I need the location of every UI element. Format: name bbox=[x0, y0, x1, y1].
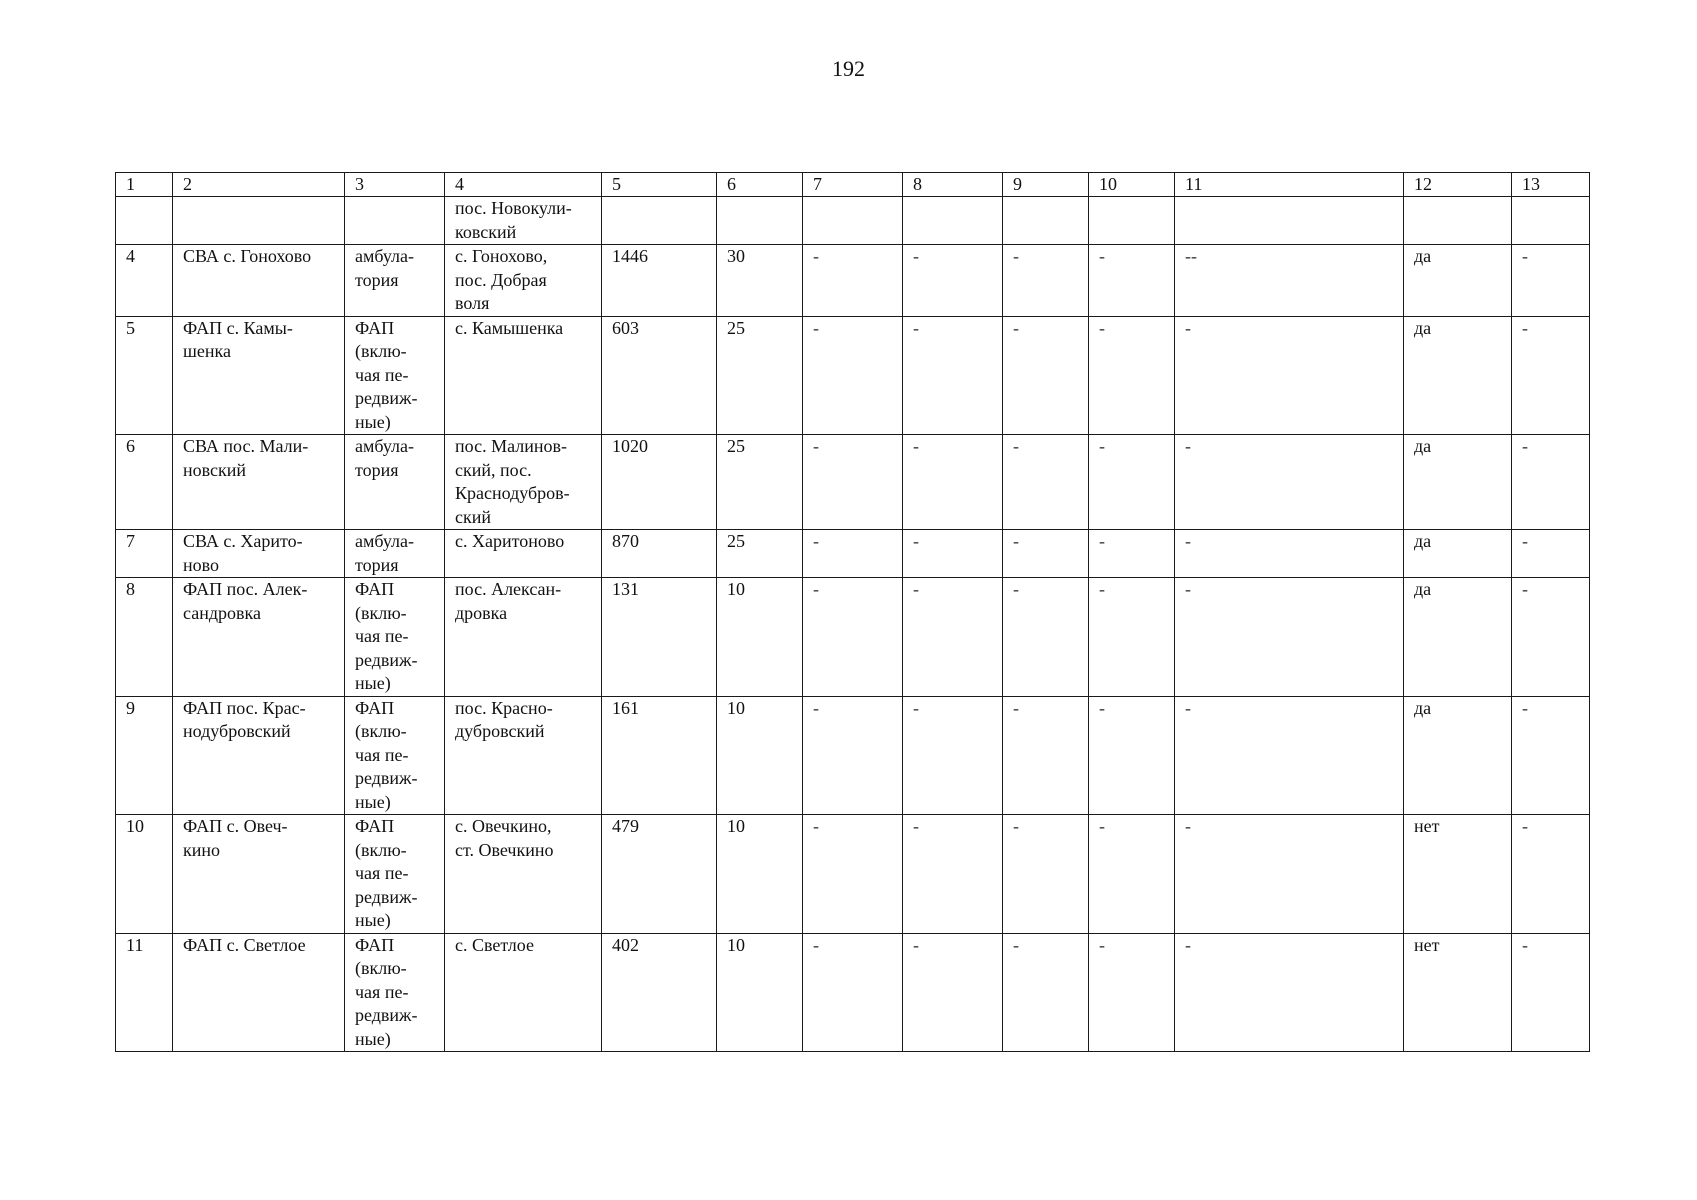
table-row bbox=[116, 578, 1590, 697]
table-cell: амбула- тория bbox=[345, 530, 445, 578]
table-cell: 6 bbox=[116, 435, 173, 530]
table-cell: 10 bbox=[717, 815, 803, 934]
table-cell: ФАП пос. Алек- сандровка bbox=[173, 578, 345, 697]
table-cell: - bbox=[1003, 245, 1089, 317]
table-cell: - bbox=[1089, 933, 1175, 1052]
table-cell: - bbox=[803, 933, 903, 1052]
table-cell: - bbox=[903, 815, 1003, 934]
column-number-header: 4 bbox=[445, 173, 602, 197]
table-cell: - bbox=[1175, 578, 1404, 697]
table-cell: да bbox=[1404, 696, 1512, 815]
table-cell: - bbox=[1512, 696, 1590, 815]
table-cell: нет bbox=[1404, 815, 1512, 934]
table-cell bbox=[903, 197, 1003, 245]
table-cell: - bbox=[1175, 435, 1404, 530]
table-cell: - bbox=[1089, 696, 1175, 815]
table-cell bbox=[717, 197, 803, 245]
table-cell: да bbox=[1404, 316, 1512, 435]
table-cell: СВА с. Гонохово bbox=[173, 245, 345, 317]
table-cell: 402 bbox=[602, 933, 717, 1052]
column-number-header: 1 bbox=[116, 173, 173, 197]
page-number: 192 bbox=[832, 56, 865, 81]
table-cell: 9 bbox=[116, 696, 173, 815]
column-number-header: 7 bbox=[803, 173, 903, 197]
table-cell: - bbox=[803, 696, 903, 815]
table-cell: - bbox=[1089, 435, 1175, 530]
table-cell: ФАП с. Камы- шенка bbox=[173, 316, 345, 435]
table-cell: СВА с. Харито- ново bbox=[173, 530, 345, 578]
table-cell: - bbox=[1089, 815, 1175, 934]
table-cell bbox=[173, 197, 345, 245]
table-cell: - bbox=[1175, 933, 1404, 1052]
table-row bbox=[116, 435, 1590, 530]
column-number-header: 13 bbox=[1512, 173, 1590, 197]
table-cell: - bbox=[1003, 316, 1089, 435]
column-number-header: 8 bbox=[903, 173, 1003, 197]
table-cell: амбула- тория bbox=[345, 245, 445, 317]
table-cell: - bbox=[1512, 530, 1590, 578]
table-cell bbox=[1003, 197, 1089, 245]
table-cell: с. Харитоново bbox=[445, 530, 602, 578]
table-header-row bbox=[116, 173, 1590, 197]
table-cell: 10 bbox=[717, 933, 803, 1052]
table-cell: 161 bbox=[602, 696, 717, 815]
table-cell: с. Овечкино, ст. Овечкино bbox=[445, 815, 602, 934]
table-cell: - bbox=[1089, 530, 1175, 578]
table-cell: - bbox=[803, 245, 903, 317]
table-cell: - bbox=[903, 933, 1003, 1052]
column-number-header: 5 bbox=[602, 173, 717, 197]
table-cell: 10 bbox=[717, 696, 803, 815]
table-cell: 10 bbox=[717, 578, 803, 697]
table-cell: - bbox=[903, 245, 1003, 317]
table-row bbox=[116, 530, 1590, 578]
table-cell: да bbox=[1404, 578, 1512, 697]
table-cell: - bbox=[1175, 316, 1404, 435]
table-cell bbox=[602, 197, 717, 245]
column-number-header: 6 bbox=[717, 173, 803, 197]
table-cell: - bbox=[1175, 530, 1404, 578]
table-cell bbox=[803, 197, 903, 245]
column-number-header: 9 bbox=[1003, 173, 1089, 197]
table-cell: 5 bbox=[116, 316, 173, 435]
table-cell: пос. Малинов- ский, пос. Краснодубров- ский bbox=[445, 435, 602, 530]
table-cell: 1446 bbox=[602, 245, 717, 317]
table-cell: - bbox=[1089, 578, 1175, 697]
table-cell: да bbox=[1404, 530, 1512, 578]
table-cell: с. Гонохово, пос. Добрая воля bbox=[445, 245, 602, 317]
table-body bbox=[116, 173, 1590, 1052]
table-row bbox=[116, 197, 1590, 245]
table-cell: - bbox=[1175, 815, 1404, 934]
table-cell bbox=[1512, 197, 1590, 245]
table-cell: - bbox=[1512, 245, 1590, 317]
table-cell: 4 bbox=[116, 245, 173, 317]
table-cell: 25 bbox=[717, 316, 803, 435]
table-cell bbox=[1404, 197, 1512, 245]
table-cell: - bbox=[1175, 696, 1404, 815]
table-cell: ФАП (вклю- чая пе- редвиж- ные) bbox=[345, 815, 445, 934]
table-cell: - bbox=[1003, 578, 1089, 697]
table-cell: 479 bbox=[602, 815, 717, 934]
table-cell: - bbox=[903, 530, 1003, 578]
table-cell: - bbox=[1003, 435, 1089, 530]
table-cell: ФАП с. Овеч- кино bbox=[173, 815, 345, 934]
table-cell: - bbox=[1089, 245, 1175, 317]
table-cell: да bbox=[1404, 435, 1512, 530]
column-number-header: 10 bbox=[1089, 173, 1175, 197]
table-cell: 8 bbox=[116, 578, 173, 697]
table-cell bbox=[345, 197, 445, 245]
table-cell: ФАП (вклю- чая пе- редвиж- ные) bbox=[345, 933, 445, 1052]
column-number-header: 12 bbox=[1404, 173, 1512, 197]
table-cell: 30 bbox=[717, 245, 803, 317]
table-cell: - bbox=[903, 696, 1003, 815]
table-cell bbox=[1175, 197, 1404, 245]
table-cell bbox=[116, 197, 173, 245]
table-cell: - bbox=[803, 815, 903, 934]
table-row bbox=[116, 696, 1590, 815]
table-row bbox=[116, 316, 1590, 435]
table-cell: - bbox=[1003, 933, 1089, 1052]
table-cell: нет bbox=[1404, 933, 1512, 1052]
table-cell: - bbox=[1512, 435, 1590, 530]
table-cell: 25 bbox=[717, 530, 803, 578]
column-number-header: 3 bbox=[345, 173, 445, 197]
table-cell: - bbox=[903, 578, 1003, 697]
table-cell: - bbox=[1512, 578, 1590, 697]
table-cell: - bbox=[803, 530, 903, 578]
table-cell: - bbox=[803, 578, 903, 697]
table-cell: ФАП пос. Крас- нодубровский bbox=[173, 696, 345, 815]
table-cell: - bbox=[1003, 530, 1089, 578]
table-cell: - bbox=[903, 435, 1003, 530]
table-cell: - bbox=[803, 316, 903, 435]
table-cell: 603 bbox=[602, 316, 717, 435]
table-cell: 11 bbox=[116, 933, 173, 1052]
table-cell: амбула- тория bbox=[345, 435, 445, 530]
table-cell: - bbox=[1003, 696, 1089, 815]
table-cell: пос. Новокули- ковский bbox=[445, 197, 602, 245]
table-row bbox=[116, 245, 1590, 317]
table-cell: с. Камышенка bbox=[445, 316, 602, 435]
column-number-header: 11 bbox=[1175, 173, 1404, 197]
table-cell: - bbox=[803, 435, 903, 530]
table-cell: - bbox=[1512, 316, 1590, 435]
table-cell: ФАП (вклю- чая пе- редвиж- ные) bbox=[345, 578, 445, 697]
table-cell: - bbox=[1089, 316, 1175, 435]
table-cell: - bbox=[1003, 815, 1089, 934]
table-cell: ФАП с. Светлое bbox=[173, 933, 345, 1052]
table-cell bbox=[1089, 197, 1175, 245]
column-number-header: 2 bbox=[173, 173, 345, 197]
table-cell: 870 bbox=[602, 530, 717, 578]
table-cell: ФАП (вклю- чая пе- редвиж- ные) bbox=[345, 696, 445, 815]
table-cell: - bbox=[1512, 815, 1590, 934]
table-cell: СВА пос. Мали- новский bbox=[173, 435, 345, 530]
table-cell: ФАП (вклю- чая пе- редвиж- ные) bbox=[345, 316, 445, 435]
table-row bbox=[116, 933, 1590, 1052]
table-cell: пос. Алексан- дровка bbox=[445, 578, 602, 697]
table-cell: 1020 bbox=[602, 435, 717, 530]
table-cell: -- bbox=[1175, 245, 1404, 317]
table-cell: 25 bbox=[717, 435, 803, 530]
data-table bbox=[115, 172, 1590, 1052]
table-cell: - bbox=[903, 316, 1003, 435]
table-cell: пос. Красно- дубровский bbox=[445, 696, 602, 815]
table-row bbox=[116, 815, 1590, 934]
table-cell: - bbox=[1512, 933, 1590, 1052]
table-cell: да bbox=[1404, 245, 1512, 317]
table-cell: с. Светлое bbox=[445, 933, 602, 1052]
table-cell: 7 bbox=[116, 530, 173, 578]
table-cell: 131 bbox=[602, 578, 717, 697]
table-cell: 10 bbox=[116, 815, 173, 934]
